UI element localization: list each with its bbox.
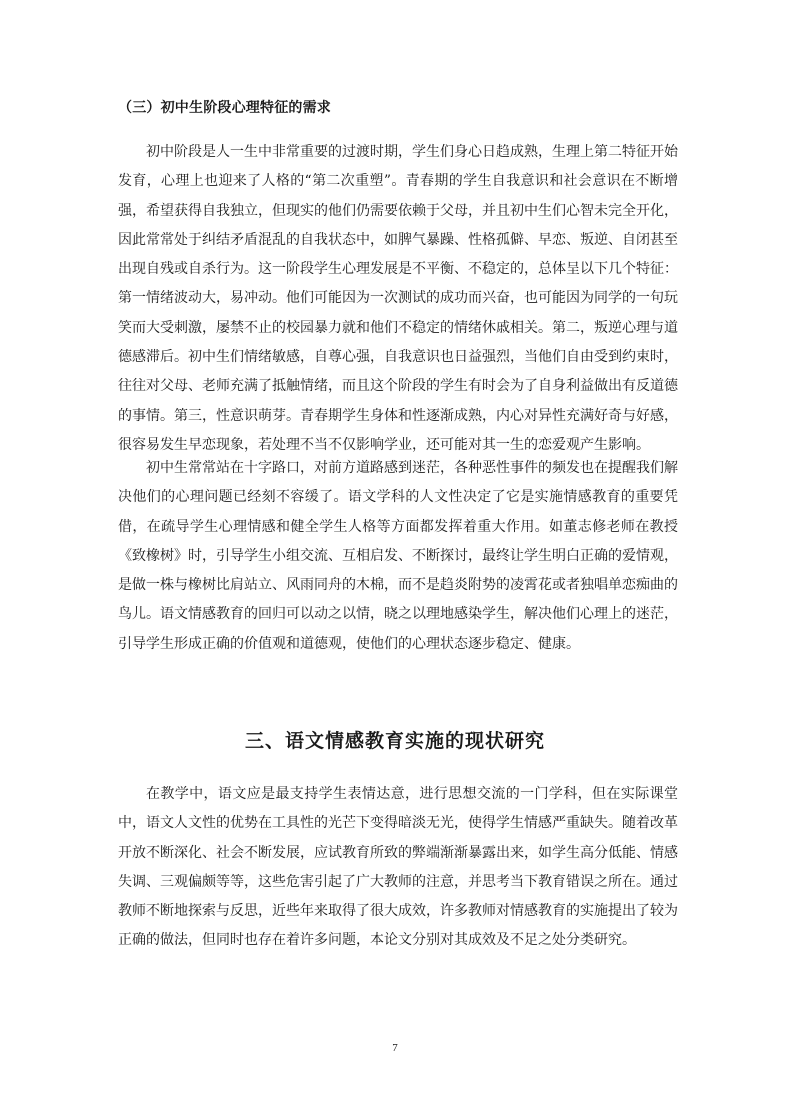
body-paragraph: 初中阶段是人一生中非常重要的过渡时期，学生们身心日趋成熟，生理上第二特征开始发育，心理上也迎来了人格的“第二次重塑”。青春期的学生自我意识和社会意识在不断增强，希望获得自我独立，但现实的他们仍需要依赖于父母，并且初中生们心智未完全开化，因此常常处于纠结矛盾混乱的自我状态中，如脾气暴躁、性格孤僻、早恋、叛逆、自闭甚至出现自残或自杀行为。这一阶段学生心理发展是不平衡、不稳定的，总体呈以下几个特征：第一情绪波动大，易冲动。他们可能因为一次测试的成功而兴奋，也可能因为同学的一句玩笑而大受刺激，屡禁不止的校园暴力就和他们不稳定的情绪休戚相关。第二，叛逆心理与道德感滞后。初中生们情绪敏感，自尊心强，自我意识也日益强烈，当他们自由受到约束时，往往对父母、老师充满了抵触情绪，而且这个阶段的学生有时会为了自身利益做出有反道德的事情。第三，性意识萌芽。青春期学生身体和性逐渐成熟，内心对异性充满好奇与好感，很容易发生早恋现象，若处理不当不仅影响学业，还可能对其一生的恋爱观产生影响。	[118, 144, 678, 453]
section-body-paragraph: 在教学中，语文应是最支持学生表情达意，进行思想交流的一门学科，但在实际课堂中，语文人文性的优势在工具性的光芒下变得暗淡无光，使得学生情感严重缺失。随着改革开放不断深化、社会不断发展，应试教育所致的弊端渐渐暴露出来，如学生高分低能、情感失调、三观偏颇等等，这些危害引起了广大教师的注意，并思考当下教育错误之所在。通过教师不断地探索与反思，近些年来取得了很大成效，许多教师对情感教育的实施提出了较为正确的做法，但同时也存在着许多问题，本论文分别对其成效及不足之处分类研究。	[118, 786, 678, 949]
page-number: 7	[392, 1042, 398, 1054]
body-paragraph: 初中生常常站在十字路口，对前方道路感到迷茫，各种恶性事件的频发也在提醒我们解决他们的心理问题已经刻不容缓了。语文学科的人文性决定了它是实施情感教育的重要凭借，在疏导学生心理情感和健全学生人格等方面都发挥着重大作用。如董志修老师在教授《致橡树》时，引导学生小组交流、互相启发、不断探讨，最终让学生明白正确的爱情观，是做一株与橡树比肩站立、风雨同舟的木棉，而不是趋炎附势的凌霄花或者独唱单恋痴曲的鸟儿。语文情感教育的回归可以动之以情，晓之以理地感染学生，解决他们心理上的迷茫，引导学生形成正确的价值观和道德观，使他们的心理状态逐步稳定、健康。	[118, 460, 678, 652]
subsection-heading: （三）初中生阶段心理特征的需求	[118, 100, 331, 116]
section-heading: 三、语文情感教育实施的现状研究	[244, 730, 545, 752]
